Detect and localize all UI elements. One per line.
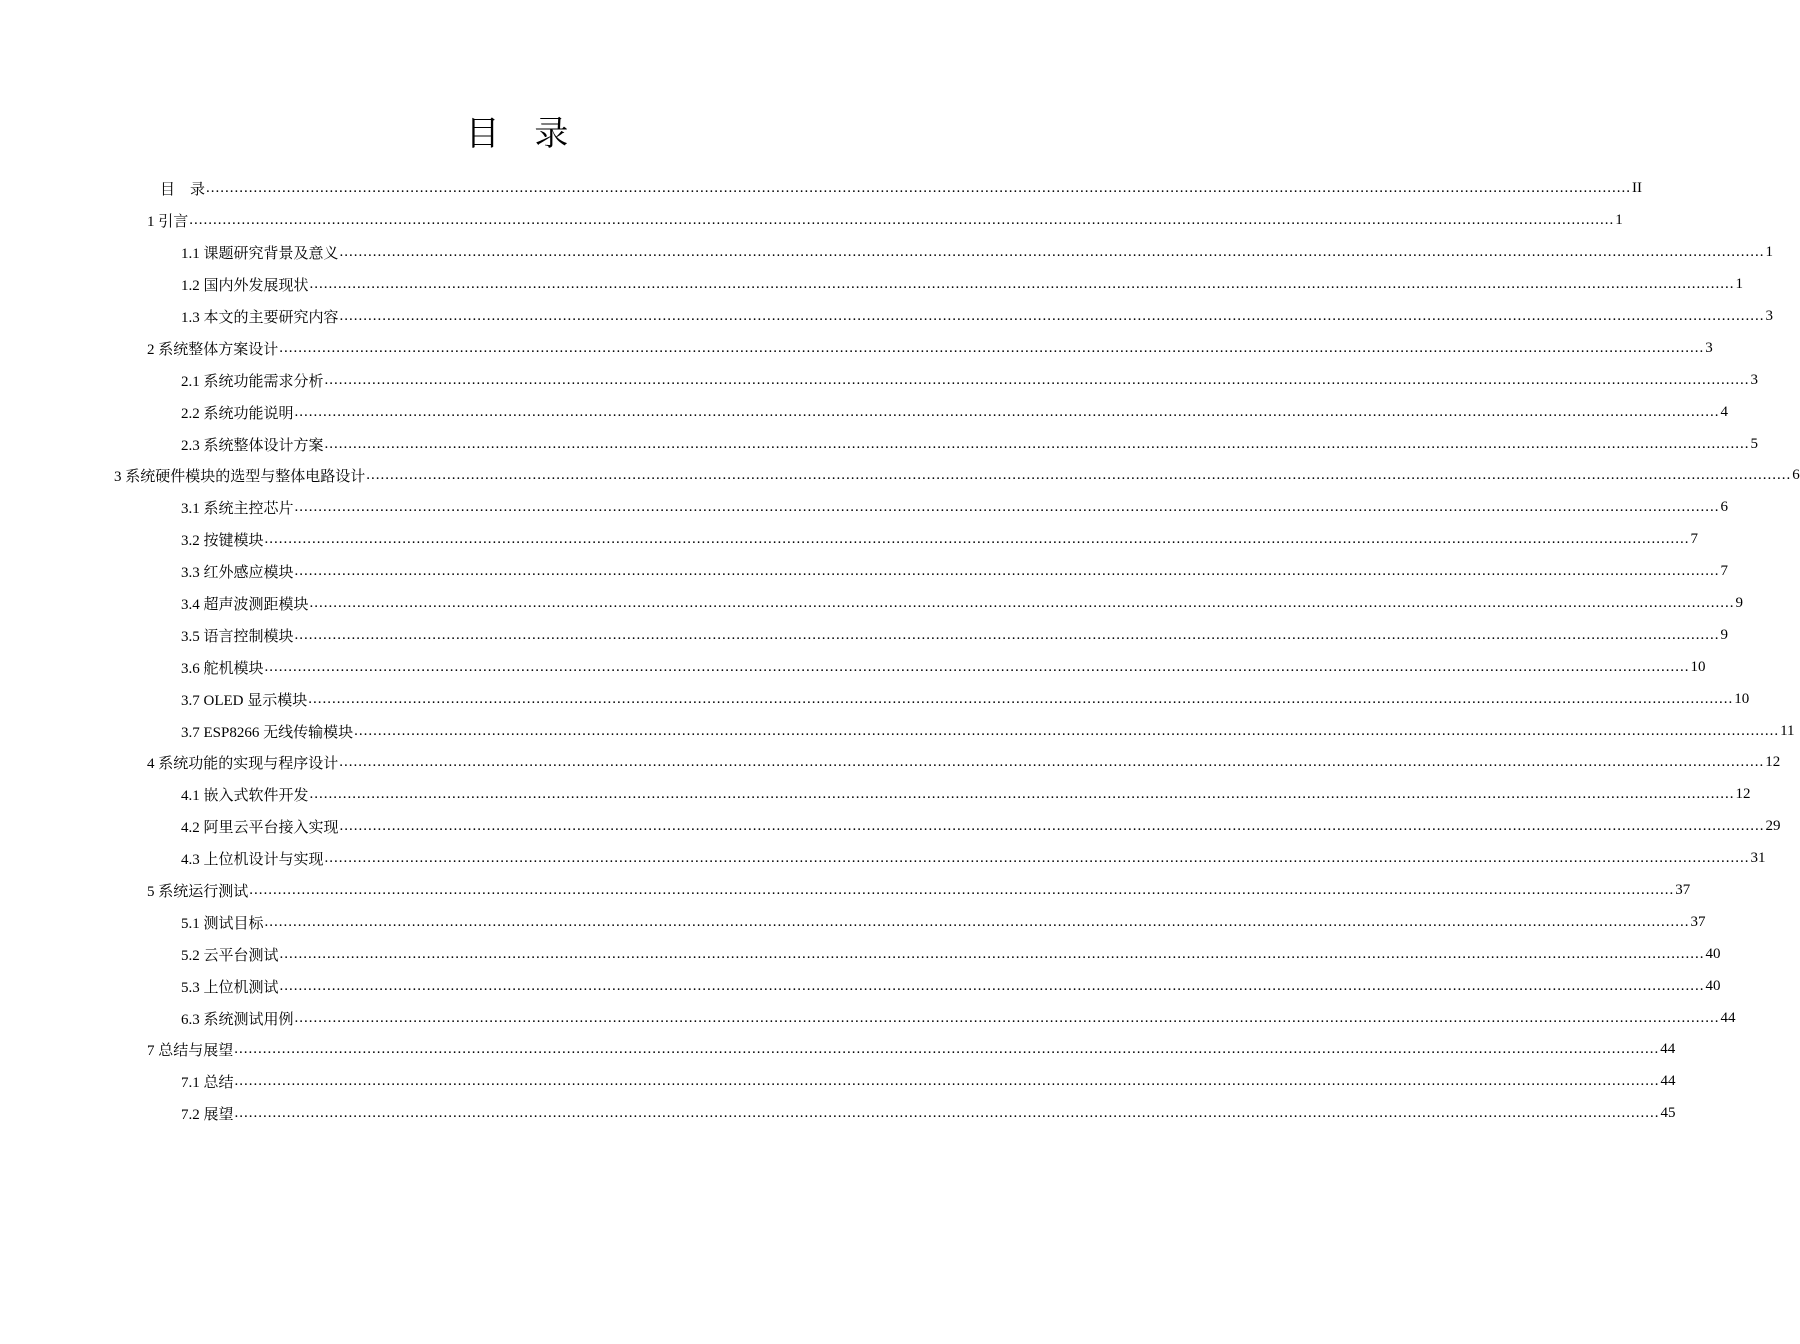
dot-leader: ............................................................................................................................................................................................................................................................................................................ — [234, 1105, 1660, 1122]
toc-entry-label: 3.3 红外感应模块 — [181, 565, 294, 582]
toc-entry-label: 2.2 系统功能说明 — [181, 405, 294, 422]
dot-leader: ............................................................................................................................................................................................................................................................................................................ — [294, 1009, 1720, 1026]
dot-leader: ............................................................................................................................................................................................................................................................................................................ — [279, 945, 1705, 962]
toc-entry[interactable] — [0, 460, 1800, 492]
toc-entry-label: 5.3 上位机测试 — [181, 979, 279, 996]
toc-entry[interactable] — [0, 396, 1729, 428]
toc-entry-page: 37 — [1675, 882, 1691, 899]
toc-entry-label: 5.2 云平台测试 — [181, 947, 279, 964]
toc-entry-label: 3.5 语言控制模块 — [181, 628, 294, 645]
toc-entry-page: 3 — [1765, 308, 1774, 324]
dot-leader: ............................................................................................................................................................................................................................................................................................................ — [309, 595, 1735, 612]
dot-leader: ............................................................................................................................................................................................................................................................................................................ — [324, 371, 1750, 388]
dot-leader: ............................................................................................................................................................................................................................................................................................................ — [279, 339, 1705, 356]
toc-entry-label: 4 系统功能的实现与程序设计 — [147, 756, 339, 773]
toc-entry[interactable] — [0, 747, 1781, 779]
toc-entry-page: 44 — [1660, 1073, 1676, 1090]
toc-entry[interactable] — [0, 492, 1729, 524]
toc-entry[interactable] — [0, 683, 1750, 715]
toc-entry[interactable] — [0, 619, 1729, 651]
toc-entry-page: 10 — [1690, 658, 1706, 675]
dot-leader: ............................................................................................................................................................................................................................................................................................................ — [294, 563, 1720, 580]
dot-leader: ............................................................................................................................................................................................................................................................................................................ — [339, 754, 1765, 771]
dot-leader: ............................................................................................................................................................................................................................................................................................................ — [366, 467, 1792, 484]
toc-entry[interactable] — [0, 1002, 1736, 1034]
toc-entry-label: 目 录 — [160, 182, 206, 199]
toc-entry[interactable] — [0, 715, 1795, 747]
toc-entry-label: 5.1 测试目标 — [181, 915, 264, 932]
toc-entry[interactable] — [0, 269, 1744, 301]
dot-leader: ............................................................................................................................................................................................................................................................................................................ — [308, 690, 1734, 707]
toc-entry-label: 3.4 超声波测距模块 — [181, 597, 309, 614]
dot-leader: ............................................................................................................................................................................................................................................................................................................ — [324, 850, 1750, 867]
toc-entry[interactable] — [0, 875, 1691, 907]
dot-leader: ............................................................................................................................................................................................................................................................................................................ — [234, 1041, 1660, 1058]
toc-entry[interactable] — [0, 651, 1706, 683]
toc-entry[interactable] — [0, 843, 1766, 875]
toc-entry-page: 45 — [1660, 1105, 1676, 1122]
toc-entry-label: 7 总结与展望 — [147, 1043, 234, 1060]
toc-entry[interactable] — [0, 301, 1774, 333]
toc-entry-label: 3.2 按键模块 — [181, 533, 264, 550]
toc-entry[interactable] — [0, 364, 1759, 396]
toc-entry-page: 3 — [1705, 339, 1713, 356]
toc-entry-label: 2.3 系统整体设计方案 — [181, 437, 324, 454]
toc-entry-label: 1.3 本文的主要研究内容 — [181, 310, 339, 326]
dot-leader: ............................................................................................................................................................................................................................................................................................................ — [294, 499, 1720, 516]
toc-entry-page: 4 — [1720, 403, 1729, 420]
toc-entry-page: 10 — [1734, 690, 1750, 707]
toc-entry-label: 5 系统运行测试 — [147, 884, 249, 901]
toc-entry[interactable] — [0, 237, 1774, 269]
toc-entry-page: 1 — [1735, 276, 1744, 293]
toc-entry-page: 9 — [1735, 595, 1744, 612]
toc-entry[interactable] — [0, 1034, 1676, 1066]
toc-entry[interactable] — [0, 779, 1751, 811]
dot-leader: ............................................................................................................................................................................................................................................................................................................ — [309, 276, 1735, 293]
toc-entry-label: 6.3 系统测试用例 — [181, 1011, 294, 1028]
toc-entry-label: 3.7 ESP8266 无线传输模块 — [181, 724, 354, 741]
toc-entry-page: 12 — [1735, 786, 1751, 803]
dot-leader: ............................................................................................................................................................................................................................................................................................................ — [309, 786, 1735, 803]
dot-leader: ............................................................................................................................................................................................................................................................................................................ — [339, 818, 1765, 835]
toc-entry-label: 1.2 国内外发展现状 — [181, 278, 309, 295]
toc-entry[interactable] — [0, 428, 1759, 460]
dot-leader: ............................................................................................................................................................................................................................................................................................................ — [189, 212, 1615, 229]
dot-leader: ............................................................................................................................................................................................................................................................................................................ — [339, 308, 1765, 324]
toc-entry-page: 6 — [1792, 467, 1800, 484]
toc-entry-label: 3 系统硬件模块的选型与整体电路设计 — [114, 469, 366, 486]
toc-entry[interactable] — [0, 332, 1713, 364]
dot-leader: ............................................................................................................................................................................................................................................................................................................ — [234, 1073, 1660, 1090]
toc-entry-label: 1.1 课题研究背景及意义 — [181, 246, 339, 263]
toc-entry-label: 3.6 舵机模块 — [181, 660, 264, 677]
toc-entry-page: 1 — [1615, 212, 1623, 229]
toc-entry-page: II — [1632, 180, 1643, 197]
toc-entry-page: 37 — [1690, 913, 1706, 930]
dot-leader: ............................................................................................................................................................................................................................................................................................................ — [279, 977, 1705, 994]
toc-entry[interactable] — [0, 811, 1781, 843]
dot-leader: ............................................................................................................................................................................................................................................................................................................ — [339, 244, 1765, 261]
toc-entry-page: 9 — [1720, 626, 1729, 643]
toc-entry-page: 29 — [1765, 818, 1781, 835]
toc-entry-page: 31 — [1750, 850, 1766, 867]
toc-entry-page: 12 — [1765, 754, 1781, 771]
toc-entry[interactable] — [0, 556, 1729, 588]
toc-entry-label: 3.7 OLED 显示模块 — [181, 692, 308, 709]
toc-entry-page: 6 — [1720, 499, 1729, 516]
dot-leader: ............................................................................................................................................................................................................................................................................................................ — [354, 722, 1780, 739]
toc-entry-label: 2.1 系统功能需求分析 — [181, 373, 324, 390]
toc-entry[interactable] — [0, 906, 1706, 938]
dot-leader: ............................................................................................................................................................................................................................................................................................................ — [264, 658, 1690, 675]
toc-entry[interactable] — [0, 970, 1721, 1002]
toc-entry-label: 4.2 阿里云平台接入实现 — [181, 820, 339, 837]
dot-leader: ............................................................................................................................................................................................................................................................................................................ — [324, 435, 1750, 452]
toc-entry-page: 1 — [1765, 244, 1774, 261]
toc-entry[interactable] — [0, 1066, 1676, 1098]
toc-entry-page: 7 — [1690, 531, 1699, 548]
dot-leader: ............................................................................................................................................................................................................................................................................................................ — [294, 403, 1720, 420]
toc-entry[interactable] — [0, 1098, 1676, 1130]
dot-leader: ............................................................................................................................................................................................................................................................................................................ — [294, 626, 1720, 643]
toc-entry-label: 4.3 上位机设计与实现 — [181, 852, 324, 869]
table-of-contents — [0, 173, 1800, 1130]
toc-entry-page: 5 — [1750, 435, 1759, 452]
toc-entry-page: 44 — [1660, 1041, 1676, 1058]
toc-entry-page: 11 — [1780, 722, 1795, 739]
toc-entry-page: 3 — [1750, 371, 1759, 388]
toc-entry-label: 7.2 展望 — [181, 1107, 234, 1124]
toc-entry-page: 44 — [1720, 1009, 1736, 1026]
toc-entry-label: 7.1 总结 — [181, 1075, 234, 1092]
toc-entry-label: 2 系统整体方案设计 — [147, 341, 279, 358]
dot-leader: ............................................................................................................................................................................................................................................................................................................ — [206, 180, 1632, 197]
toc-entry-label: 3.1 系统主控芯片 — [181, 501, 294, 518]
toc-entry[interactable] — [0, 173, 1643, 205]
toc-entry[interactable] — [0, 205, 1623, 237]
dot-leader: ............................................................................................................................................................................................................................................................................................................ — [264, 531, 1690, 548]
toc-entry-page: 40 — [1705, 945, 1721, 962]
toc-entry-page: 40 — [1705, 977, 1721, 994]
toc-entry-page: 7 — [1720, 563, 1729, 580]
toc-entry-label: 4.1 嵌入式软件开发 — [181, 788, 309, 805]
page-title: 目 录 — [465, 114, 581, 154]
toc-entry[interactable] — [0, 524, 1699, 556]
toc-entry[interactable] — [0, 938, 1721, 970]
toc-entry[interactable] — [0, 588, 1744, 620]
dot-leader: ............................................................................................................................................................................................................................................................................................................ — [264, 913, 1690, 930]
dot-leader: ............................................................................................................................................................................................................................................................................................................ — [249, 882, 1675, 899]
toc-entry-label: 1 引言 — [147, 214, 189, 231]
